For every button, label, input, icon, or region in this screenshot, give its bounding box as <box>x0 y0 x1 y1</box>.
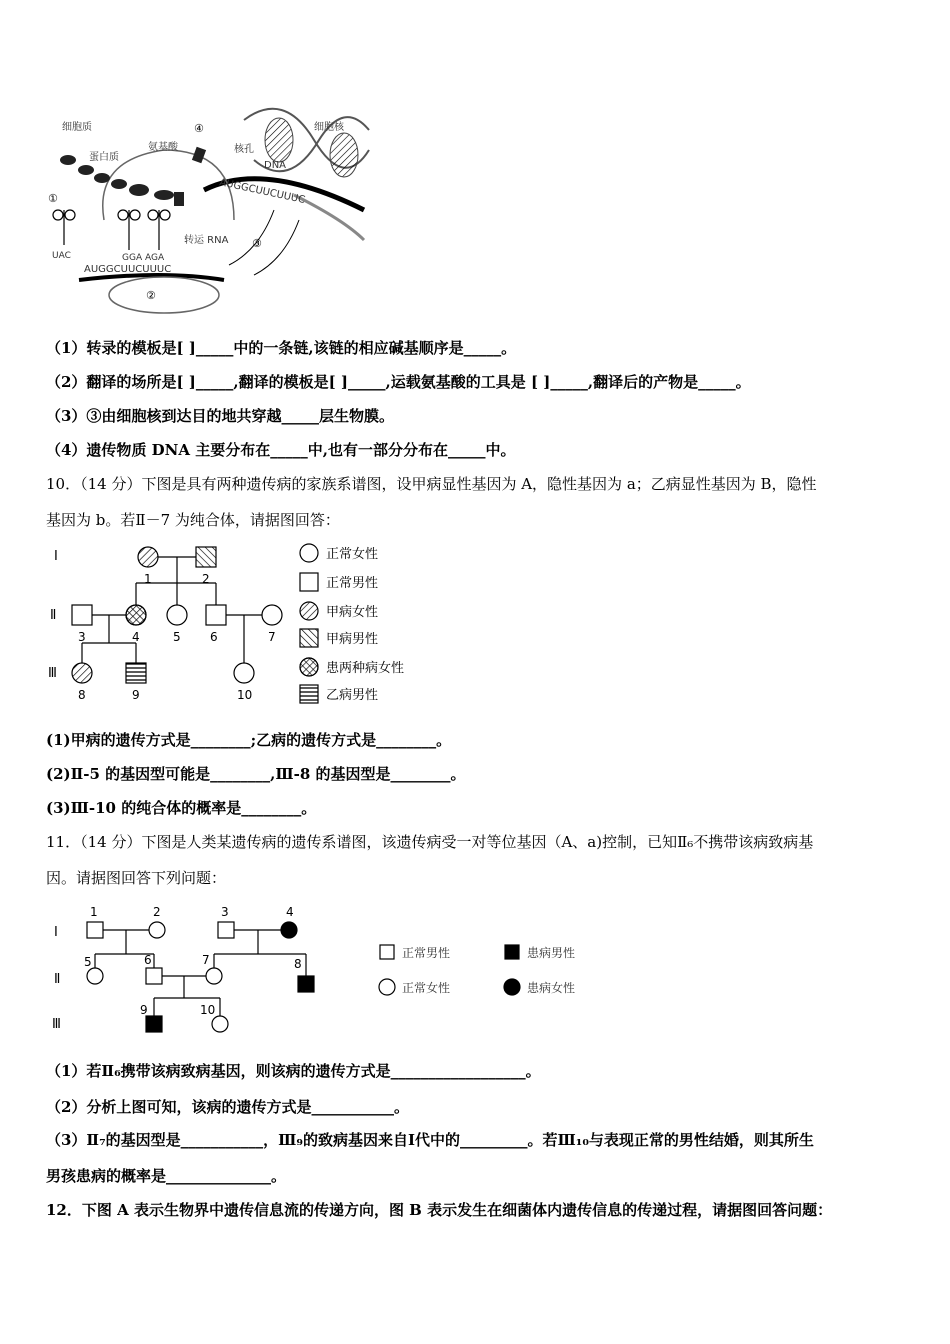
individual-8 <box>298 976 314 992</box>
q9-line-4: （4）遗传物质 DNA 主要分布在_____中,也有一部分分布在_____中。 <box>46 441 516 459</box>
label-anticodon-2: GGA AGA <box>122 253 165 263</box>
id-10: 10 <box>200 1003 216 1017</box>
pedigree-chart-q10 <box>44 535 444 705</box>
gen-label-1: Ⅰ <box>54 549 58 564</box>
individual-9 <box>146 1016 162 1032</box>
id-6: 6 <box>210 630 218 644</box>
individual-1 <box>138 547 158 567</box>
legend-a-female: 甲病女性 <box>326 605 379 620</box>
q9-line-1: （1）转录的模板是[ ]_____中的一条链,该链的相应碱基顺序是_____。 <box>46 339 517 357</box>
q11-answer-3: （3）Ⅱ₇的基因型是___________，Ⅲ₉的致病基因来自Ⅰ代中的_________。若Ⅲ₁₀与表现正常的男性结婚，则其所生 <box>46 1131 814 1149</box>
individual-5 <box>167 605 187 625</box>
label-nucleus: 细胞核 <box>314 122 344 133</box>
dna-hatch-2 <box>330 133 358 177</box>
gen-label-2: Ⅱ <box>54 972 61 987</box>
amino-acid-1 <box>192 147 206 164</box>
legend-normal-female-symbol <box>379 979 395 995</box>
individual-2 <box>149 922 165 938</box>
legend-b-male-symbol <box>300 685 318 703</box>
q10-intro-2: 基因为 b。若Ⅱ－7 为纯合体，请据图回答： <box>46 511 340 529</box>
id-4: 4 <box>132 630 140 644</box>
trna-2 <box>118 210 140 250</box>
id-7: 7 <box>268 630 276 644</box>
id-3: 3 <box>78 630 86 644</box>
individual-6 <box>206 605 226 625</box>
individual-3 <box>218 922 234 938</box>
individual-7 <box>262 605 282 625</box>
individual-4 <box>281 922 297 938</box>
label-mark-3: ③ <box>252 237 262 250</box>
label-nuclear-pore: 核孔 <box>234 144 254 155</box>
label-dna: DNA <box>264 160 287 171</box>
gen-label-1: Ⅰ <box>54 925 58 940</box>
q11-intro-2: 因。请据图回答下列问题： <box>46 869 227 887</box>
amino-acid-2 <box>174 192 184 206</box>
id-9: 9 <box>132 688 140 702</box>
individual-9 <box>126 663 146 683</box>
legend-affected-male: 患病男性 <box>527 946 576 960</box>
individual-5 <box>87 968 103 984</box>
q10-answer-3: (3)Ⅲ-10 的纯合体的概率是________。 <box>46 799 317 817</box>
pedigree-chart-q11 <box>44 900 604 1040</box>
legend-affected-female: 患病女性 <box>527 981 576 995</box>
legend-normal-female: 正常女性 <box>326 547 379 562</box>
id-2: 2 <box>202 572 210 586</box>
q9-line-2: （2）翻译的场所是[ ]_____,翻译的模板是[ ]_____,运载氨基酸的工具是 [ ]_____,翻译后的产物是_____。 <box>46 373 751 391</box>
individual-8 <box>72 663 92 683</box>
id-7: 7 <box>202 953 210 967</box>
legend-a-male: 甲病男性 <box>326 632 379 647</box>
id-8: 8 <box>78 688 86 702</box>
legend-normal-female-symbol <box>300 544 318 562</box>
label-anticodon-1: UAC <box>52 251 71 261</box>
q11-intro-1: 11．（14 分）下图是人类某遗传病的遗传系谱图，该遗传病受一对等位基因（A、a)控制，已知Ⅱ₆不携带该病致病基 <box>46 833 814 851</box>
label-amino-acid: 氨基酸 <box>148 142 178 153</box>
translation-diagram <box>44 100 374 315</box>
label-cytoplasm: 细胞质 <box>62 122 92 133</box>
label-mark-1: ① <box>48 192 58 205</box>
individual-7 <box>206 968 222 984</box>
label-mrna-seq: AUGGCUUCUUUC <box>84 264 172 275</box>
gen-label-3: Ⅲ <box>52 1017 61 1032</box>
trna-3 <box>148 210 170 250</box>
id-2: 2 <box>153 905 161 919</box>
individual-6 <box>146 968 162 984</box>
individual-2 <box>196 547 216 567</box>
id-5: 5 <box>84 955 92 969</box>
label-trna: 转运 RNA <box>184 235 229 246</box>
id-1: 1 <box>144 572 152 586</box>
id-8: 8 <box>294 957 302 971</box>
q12-line-1: 12．下图 A 表示生物界中遗传信息流的传递方向，图 B 表示发生在细菌体内遗传信息的传递过程，请据图回答问题： <box>46 1201 833 1219</box>
legend-a-female-symbol <box>300 602 318 620</box>
legend-normal-male-symbol <box>380 945 394 959</box>
gen-label-3: Ⅲ <box>48 666 57 681</box>
id-4: 4 <box>286 905 294 919</box>
label-mrna-seq-top: AUGGCUUCUUUC <box>218 177 306 207</box>
gen-label-2: Ⅱ <box>50 608 57 623</box>
q10-answer-2: (2)Ⅱ-5 的基因型可能是________,Ⅲ-8 的基因型是________。 <box>46 765 466 783</box>
id-5: 5 <box>173 630 181 644</box>
ribosome-small <box>109 277 219 313</box>
individual-10 <box>212 1016 228 1032</box>
id-6: 6 <box>144 953 152 967</box>
id-3: 3 <box>221 905 229 919</box>
legend-affected-male-symbol <box>505 945 519 959</box>
individual-3 <box>72 605 92 625</box>
legend-both-female: 患两种病女性 <box>326 661 405 676</box>
legend-normal-male: 正常男性 <box>402 946 451 960</box>
label-protein: 蛋白质 <box>89 152 119 163</box>
id-10: 10 <box>237 688 253 702</box>
legend-affected-female-symbol <box>504 979 520 995</box>
q9-line-3: （3）③由细胞核到达目的地共穿越_____层生物膜。 <box>46 407 394 425</box>
q10-intro-1: 10．（14 分）下图是具有两种遗传病的家族系谱图，设甲病显性基因为 A，隐性基因为 a；乙病显性基因为 B，隐性 <box>46 475 817 493</box>
trna-1 <box>53 210 75 245</box>
q11-answer-4: 男孩患病的概率是______________。 <box>46 1167 287 1185</box>
individual-10 <box>234 663 254 683</box>
id-9: 9 <box>140 1003 148 1017</box>
q11-answer-2: （2）分析上图可知，该病的遗传方式是___________。 <box>46 1098 409 1116</box>
dna-hatch-1 <box>265 118 293 162</box>
legend-a-male-symbol <box>300 629 318 647</box>
label-mark-2: ② <box>146 289 156 302</box>
label-mark-4: ④ <box>194 122 204 135</box>
legend-normal-male: 正常男性 <box>326 576 379 591</box>
q11-answer-1: （1）若Ⅱ₆携带该病致病基因，则该病的遗传方式是__________________。 <box>46 1062 541 1080</box>
legend-normal-male-symbol <box>300 573 318 591</box>
individual-1 <box>87 922 103 938</box>
legend-b-male: 乙病男性 <box>326 688 379 703</box>
legend-normal-female: 正常女性 <box>402 981 451 995</box>
id-1: 1 <box>90 905 98 919</box>
q10-answer-1: (1)甲病的遗传方式是________;乙病的遗传方式是________。 <box>46 731 452 749</box>
